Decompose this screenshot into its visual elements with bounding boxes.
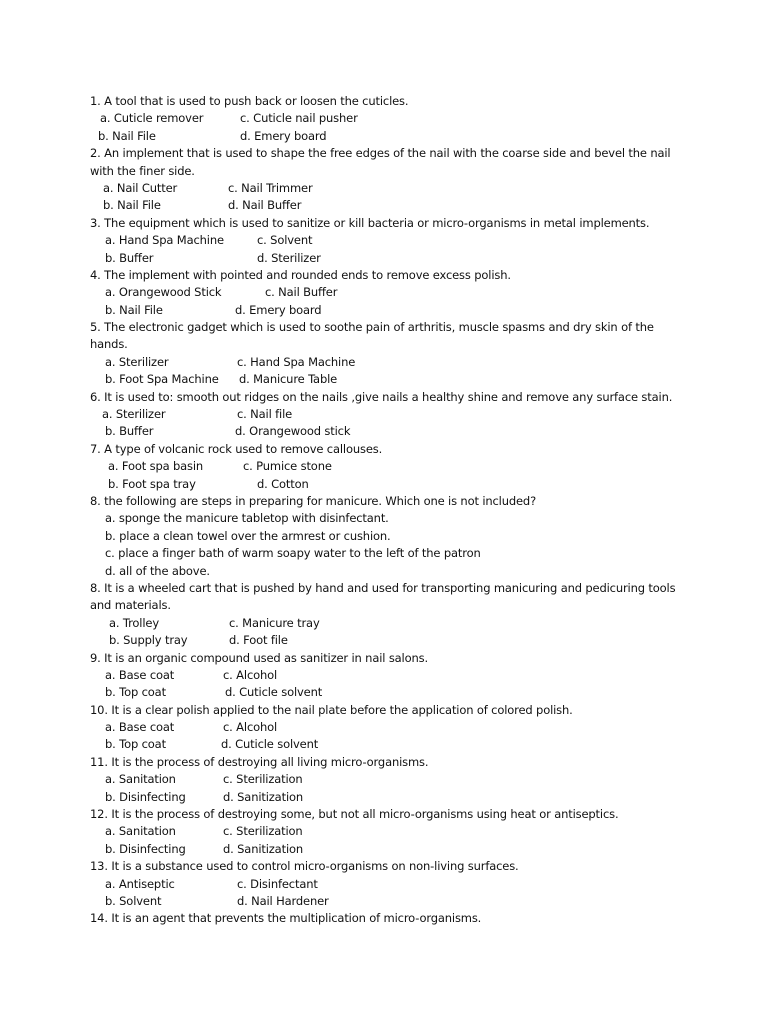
- question-line: hands.: [90, 337, 128, 352]
- question-line: 2. An implement that is used to shape the free edges of the nail with the coarse side and bevel the nail: [90, 146, 671, 161]
- answer-option: c. Hand Spa Machine: [237, 354, 356, 369]
- answer-option: a. Trolley: [109, 615, 159, 630]
- answer-option-row: [90, 876, 680, 893]
- answer-option: d. Sanitization: [223, 789, 304, 804]
- question-line: 8. the following are steps in preparing for manicure. Which one is not included?: [90, 493, 537, 508]
- question-line: 9. It is an organic compound used as sanitizer in nail salons.: [90, 650, 428, 665]
- answer-option: a. Sterilizer: [102, 407, 166, 422]
- question-line: 5. The electronic gadget which is used to soothe pain of arthritis, muscle spasms and dry skin of the: [90, 320, 654, 335]
- answer-option: c. Alcohol: [223, 667, 278, 682]
- answer-option: c. Sterilization: [223, 824, 303, 839]
- answer-option-row: [90, 667, 680, 684]
- question-line: 7. A type of volcanic rock used to remove callouses.: [90, 441, 383, 456]
- question-line: with the finer side.: [90, 163, 195, 178]
- answer-option-row: [90, 789, 680, 806]
- answer-option-row: [90, 823, 680, 840]
- answer-option-row: [90, 284, 680, 301]
- answer-option: b. Top coat: [105, 685, 166, 700]
- answer-option: a. Foot spa basin: [108, 459, 204, 474]
- answer-option-row: [90, 406, 680, 423]
- answer-option: c. Cuticle nail pusher: [240, 111, 358, 126]
- answer-option: d. Nail Buffer: [228, 198, 302, 213]
- answer-option-row: [90, 232, 680, 249]
- answer-option: d. Cuticle solvent: [225, 685, 323, 700]
- question-line: 8. It is a wheeled cart that is pushed by hand and used for transporting manicuring and pedicuring tools: [90, 580, 676, 595]
- answer-option-row: [90, 354, 680, 371]
- question-line: 11. It is the process of destroying all living micro-organisms.: [90, 754, 429, 769]
- answer-option: b. Solvent: [105, 893, 162, 908]
- answer-option-row: [90, 632, 680, 649]
- answer-option: d. Emery board: [240, 128, 327, 143]
- answer-option: d. Foot file: [229, 633, 288, 648]
- answer-option: c. Alcohol: [223, 720, 278, 735]
- answer-option: b. Buffer: [105, 424, 154, 439]
- question-line: 4. The implement with pointed and rounded ends to remove excess polish.: [90, 267, 511, 282]
- answer-option: b. Buffer: [105, 250, 154, 265]
- answer-option: a. Nail Cutter: [103, 180, 178, 195]
- answer-option-row: [90, 197, 680, 214]
- answer-option-row: [90, 128, 680, 145]
- answer-option: c. Nail Trimmer: [228, 180, 313, 195]
- answer-option: c. Disinfectant: [237, 876, 318, 891]
- answer-option: a. Sanitation: [105, 824, 176, 839]
- answer-option: c. Nail Buffer: [265, 285, 338, 300]
- answer-option: d. Manicure Table: [239, 372, 338, 387]
- answer-option: a. sponge the manicure tabletop with disinfectant.: [105, 511, 389, 526]
- answer-option: d. Nail Hardener: [237, 893, 329, 908]
- answer-option: d. Emery board: [235, 302, 322, 317]
- answer-option-row: [90, 180, 680, 197]
- answer-option-row: [90, 476, 680, 493]
- answer-option-row: [90, 302, 680, 319]
- answer-option: b. place a clean towel over the armrest or cushion.: [105, 528, 391, 543]
- answer-option: d. Cotton: [257, 476, 309, 491]
- answer-option: d. Sterilizer: [257, 250, 321, 265]
- answer-option: b. Disinfecting: [105, 841, 186, 856]
- answer-option-row: [90, 110, 680, 127]
- answer-option: a. Base coat: [105, 720, 175, 735]
- answer-option-row: [90, 893, 680, 910]
- answer-option: b. Nail File: [103, 198, 161, 213]
- question-line: 12. It is the process of destroying some, but not all micro-organisms using heat or antiseptics.: [90, 807, 619, 822]
- answer-option-row: [90, 719, 680, 736]
- answer-option: b. Nail File: [98, 128, 156, 143]
- answer-option: d. Orangewood stick: [235, 424, 351, 439]
- question-line: 14. It is an agent that prevents the multiplication of micro-organisms.: [90, 911, 482, 926]
- answer-option: c. Solvent: [257, 233, 313, 248]
- answer-option-row: [90, 458, 680, 475]
- question-line: 6. It is used to: smooth out ridges on the nails ,give nails a healthy shine and remove any surface stain.: [90, 389, 673, 404]
- answer-option: a. Sterilizer: [105, 354, 169, 369]
- answer-option: c. Pumice stone: [243, 459, 332, 474]
- answer-option: b. Disinfecting: [105, 789, 186, 804]
- question-line: 1. A tool that is used to push back or loosen the cuticles.: [90, 94, 409, 108]
- answer-option: b. Foot spa tray: [108, 476, 196, 491]
- answer-option: a. Sanitation: [105, 772, 176, 787]
- answer-option-row: [90, 736, 680, 753]
- answer-option-row: [90, 371, 680, 388]
- answer-option: a. Antiseptic: [105, 876, 175, 891]
- answer-option: c. Sterilization: [223, 772, 303, 787]
- answer-option: c. Nail file: [237, 407, 293, 422]
- answer-option-row: [90, 250, 680, 267]
- answer-option: a. Orangewood Stick: [105, 285, 222, 300]
- answer-option: b. Top coat: [105, 737, 166, 752]
- answer-option: b. Foot Spa Machine: [105, 372, 219, 387]
- answer-option: b. Supply tray: [109, 633, 188, 648]
- answer-option-row: [90, 615, 680, 632]
- answer-option-row: [90, 423, 680, 440]
- answer-option: b. Nail File: [105, 302, 163, 317]
- answer-option: a. Cuticle remover: [100, 111, 204, 126]
- answer-option: d. Sanitization: [223, 841, 304, 856]
- question-line: 10. It is a clear polish applied to the nail plate before the application of colored polish.: [90, 702, 573, 717]
- answer-option: a. Base coat: [105, 667, 175, 682]
- answer-option: c. place a finger bath of warm soapy water to the left of the patron: [105, 546, 481, 561]
- answer-option: d. Cuticle solvent: [221, 737, 319, 752]
- answer-option: c. Manicure tray: [229, 615, 320, 630]
- answer-option: d. all of the above.: [105, 563, 210, 578]
- answer-option-row: [90, 771, 680, 788]
- question-line: 13. It is a substance used to control micro-organisms on non-living surfaces.: [90, 859, 519, 874]
- quiz-content: [90, 93, 680, 928]
- answer-option: a. Hand Spa Machine: [105, 233, 224, 248]
- question-line: 3. The equipment which is used to sanitize or kill bacteria or micro-organisms in metal implements.: [90, 215, 650, 230]
- question-line: and materials.: [90, 598, 171, 613]
- answer-option-row: [90, 841, 680, 858]
- answer-option-row: [90, 684, 680, 701]
